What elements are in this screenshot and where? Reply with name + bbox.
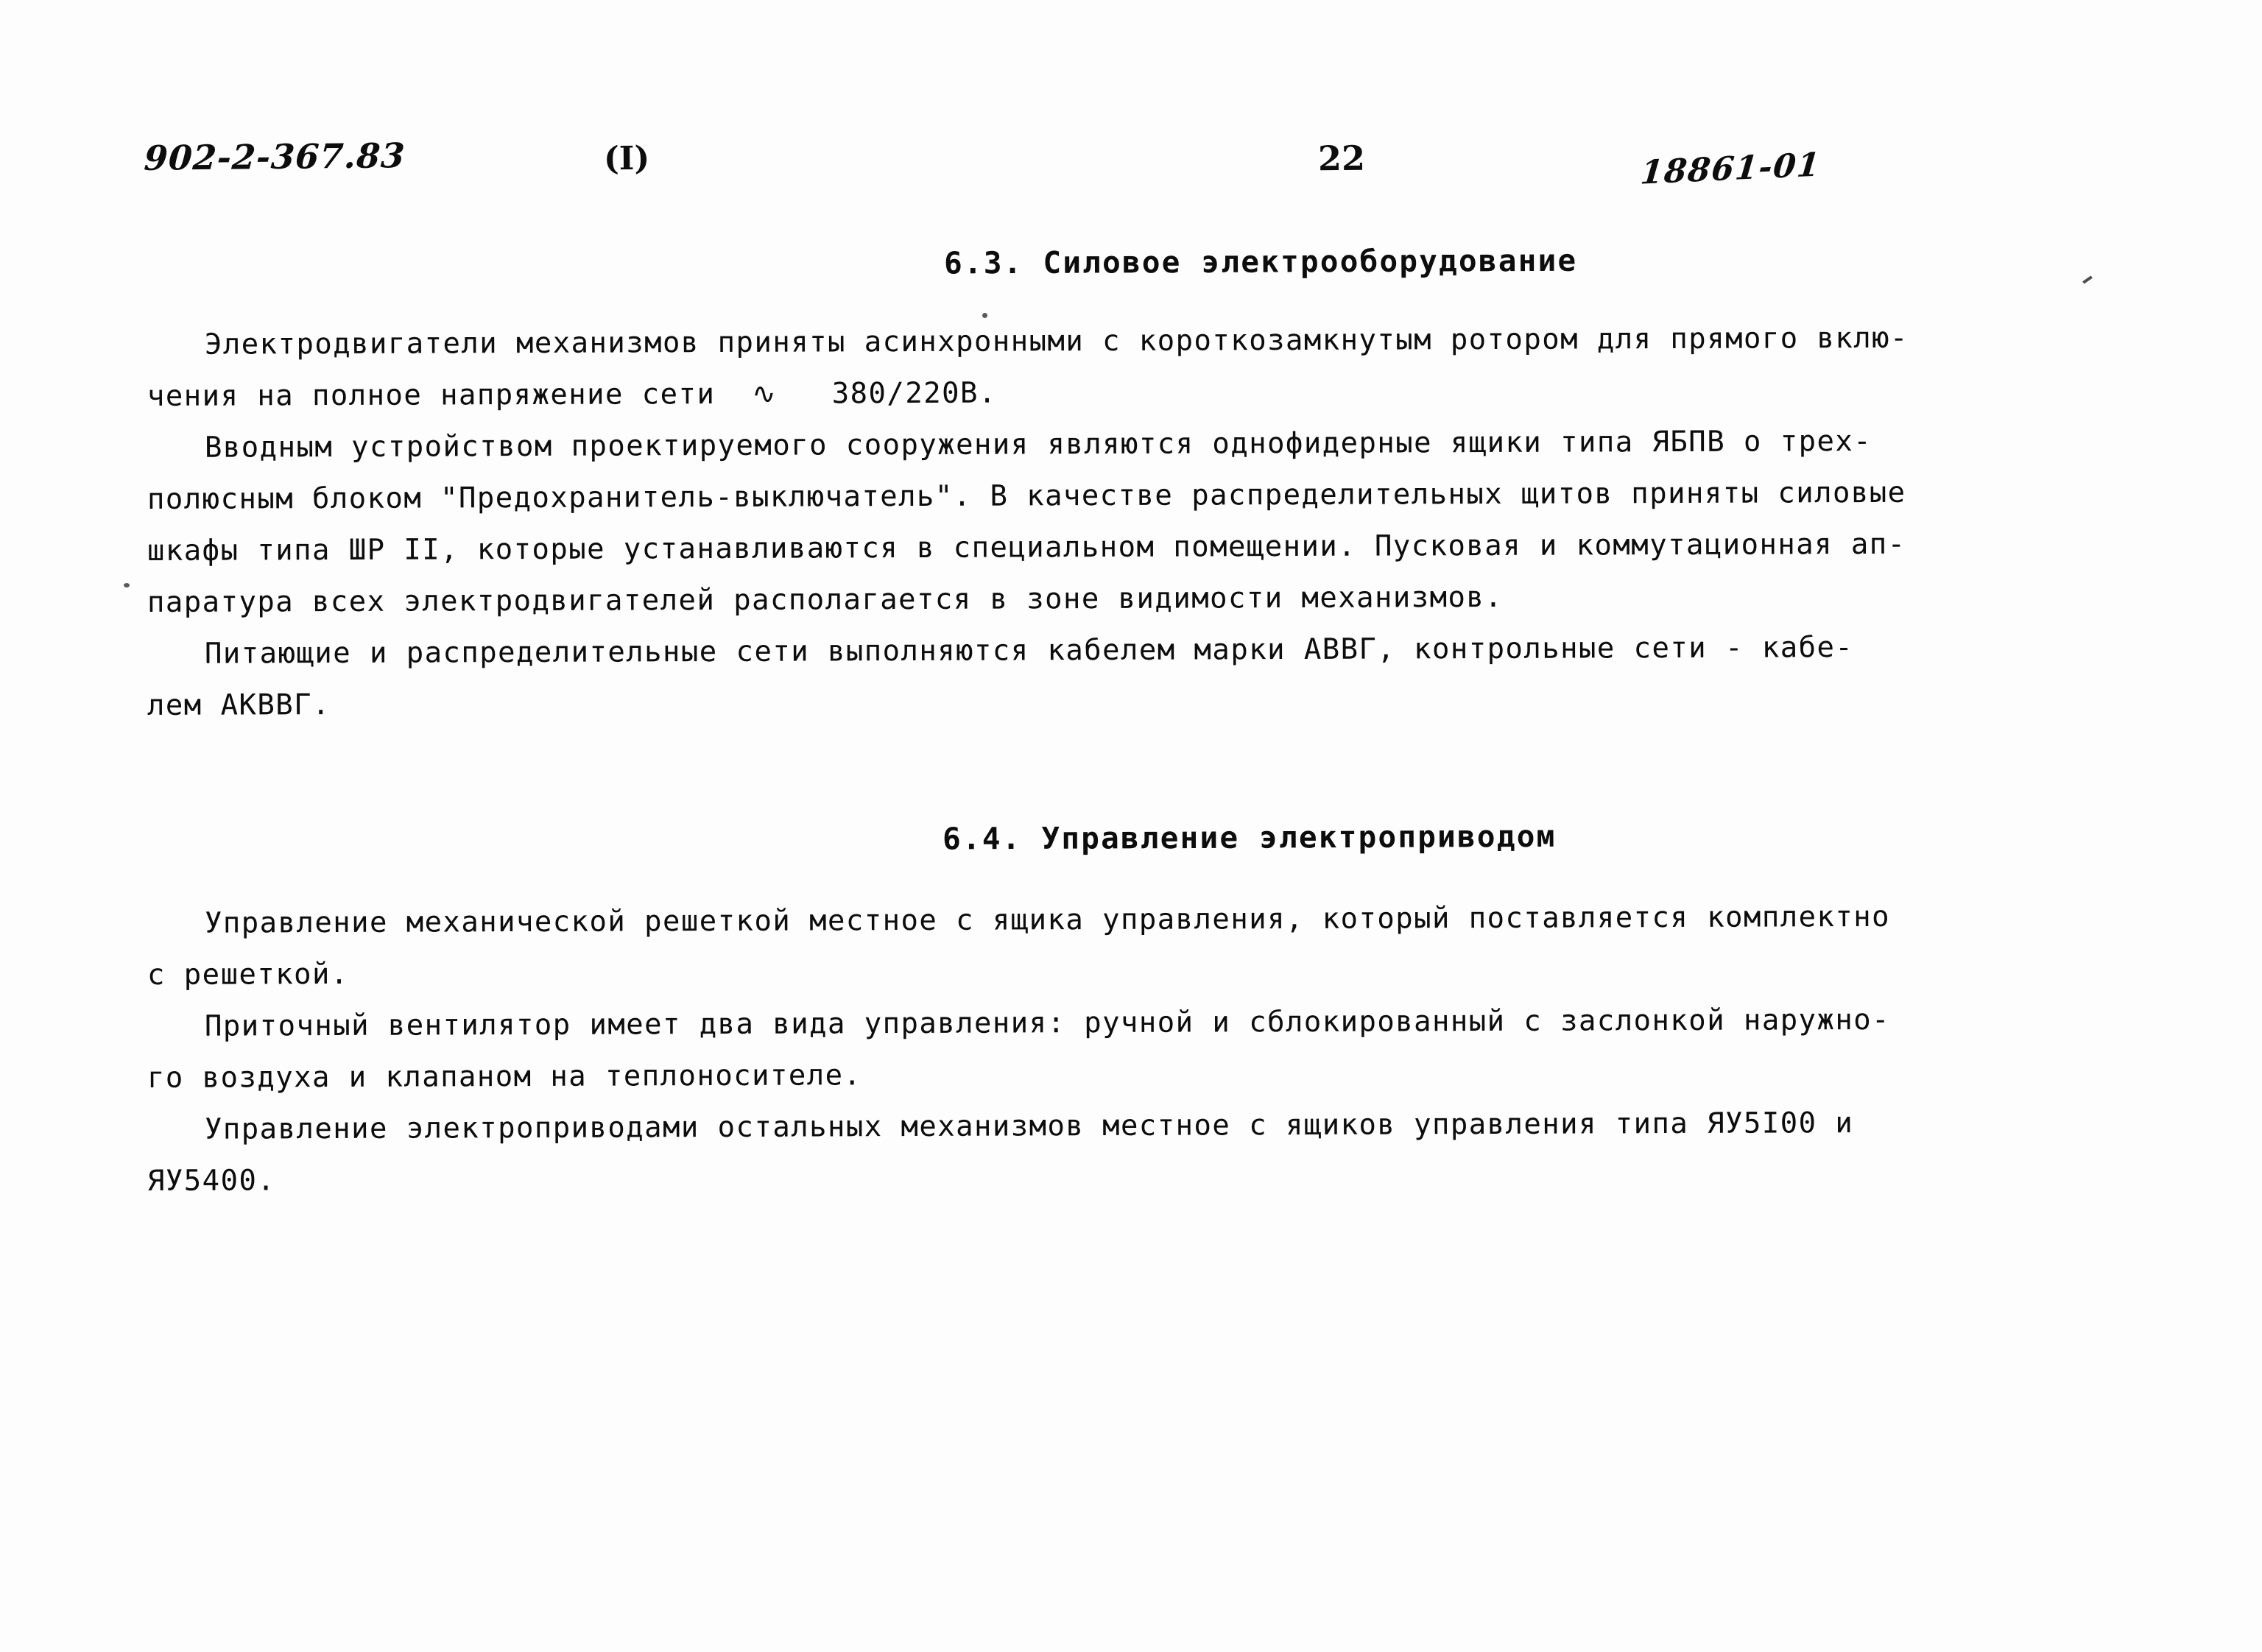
document-body bbox=[147, 243, 2121, 1207]
text-line: Управление механической решеткой местное с ящика управления, который поставляется комплектно bbox=[204, 900, 1891, 940]
document-part-marker: (I) bbox=[603, 139, 650, 178]
text-line: ЯУ5400. bbox=[147, 1164, 276, 1198]
page-number: 22 bbox=[1317, 138, 1366, 179]
paragraph-6-3-3 bbox=[147, 629, 2121, 732]
section-heading-6-4: 6.4. Управление электроприводом bbox=[942, 818, 1557, 857]
text-line: Питающие и распределительные сети выполняются кабелем марки АВВГ, контрольные сети - кабе- bbox=[204, 631, 1854, 671]
text-line: Вводным устройством проектируемого сооружения являются однофидерные ящики типа ЯБПВ о трех- bbox=[204, 425, 1872, 465]
text-line: с решеткой. bbox=[147, 957, 349, 992]
text-line: шкафы типа ШР II, которые устанавливаются в специальном помещении. Пусковая и коммутационная ап- bbox=[147, 527, 1906, 568]
paragraph-6-4-3 bbox=[147, 1104, 2121, 1207]
document-code: 902-2-367.83 bbox=[143, 135, 406, 178]
text-line: Управление электроприводами остальных механизмов местное с ящиков управления типа ЯУ5I00 и bbox=[204, 1106, 1854, 1146]
paragraph-6-4-2 bbox=[147, 1001, 2121, 1104]
paragraph-6-3-1 bbox=[147, 320, 2121, 423]
paragraph-6-4-1 bbox=[147, 898, 2121, 1001]
scan-speck bbox=[124, 583, 130, 587]
text-line: полюсным блоком "Предохранитель-выключатель". В качестве распределительных щитов приняты силовые bbox=[147, 476, 1906, 516]
paragraph-6-3-2 bbox=[147, 423, 2121, 629]
page-header bbox=[0, 137, 2262, 196]
text-line: паратура всех электродвигателей располагается в зоне видимости механизмов. bbox=[147, 580, 1504, 619]
archive-stamp-number: 18861-01 bbox=[1638, 146, 1822, 192]
text-line: го воздуха и клапаном на теплоносителе. bbox=[147, 1059, 862, 1095]
text-line: Приточный вентилятор имеет два вида управления: ручной и сблокированный с заслонкой наружно- bbox=[204, 1003, 1891, 1043]
section-heading-6-3: 6.3. Силовое электрооборудование bbox=[943, 242, 1578, 281]
text-line: чения на полное напряжение сети ∿ 380/220В. bbox=[147, 376, 997, 413]
text-line: лем АКВВГ. bbox=[147, 688, 331, 722]
text-line: Электродвигатели механизмов приняты асинхронными с короткозамкнутым ротором для прямого вклю- bbox=[204, 321, 1909, 361]
